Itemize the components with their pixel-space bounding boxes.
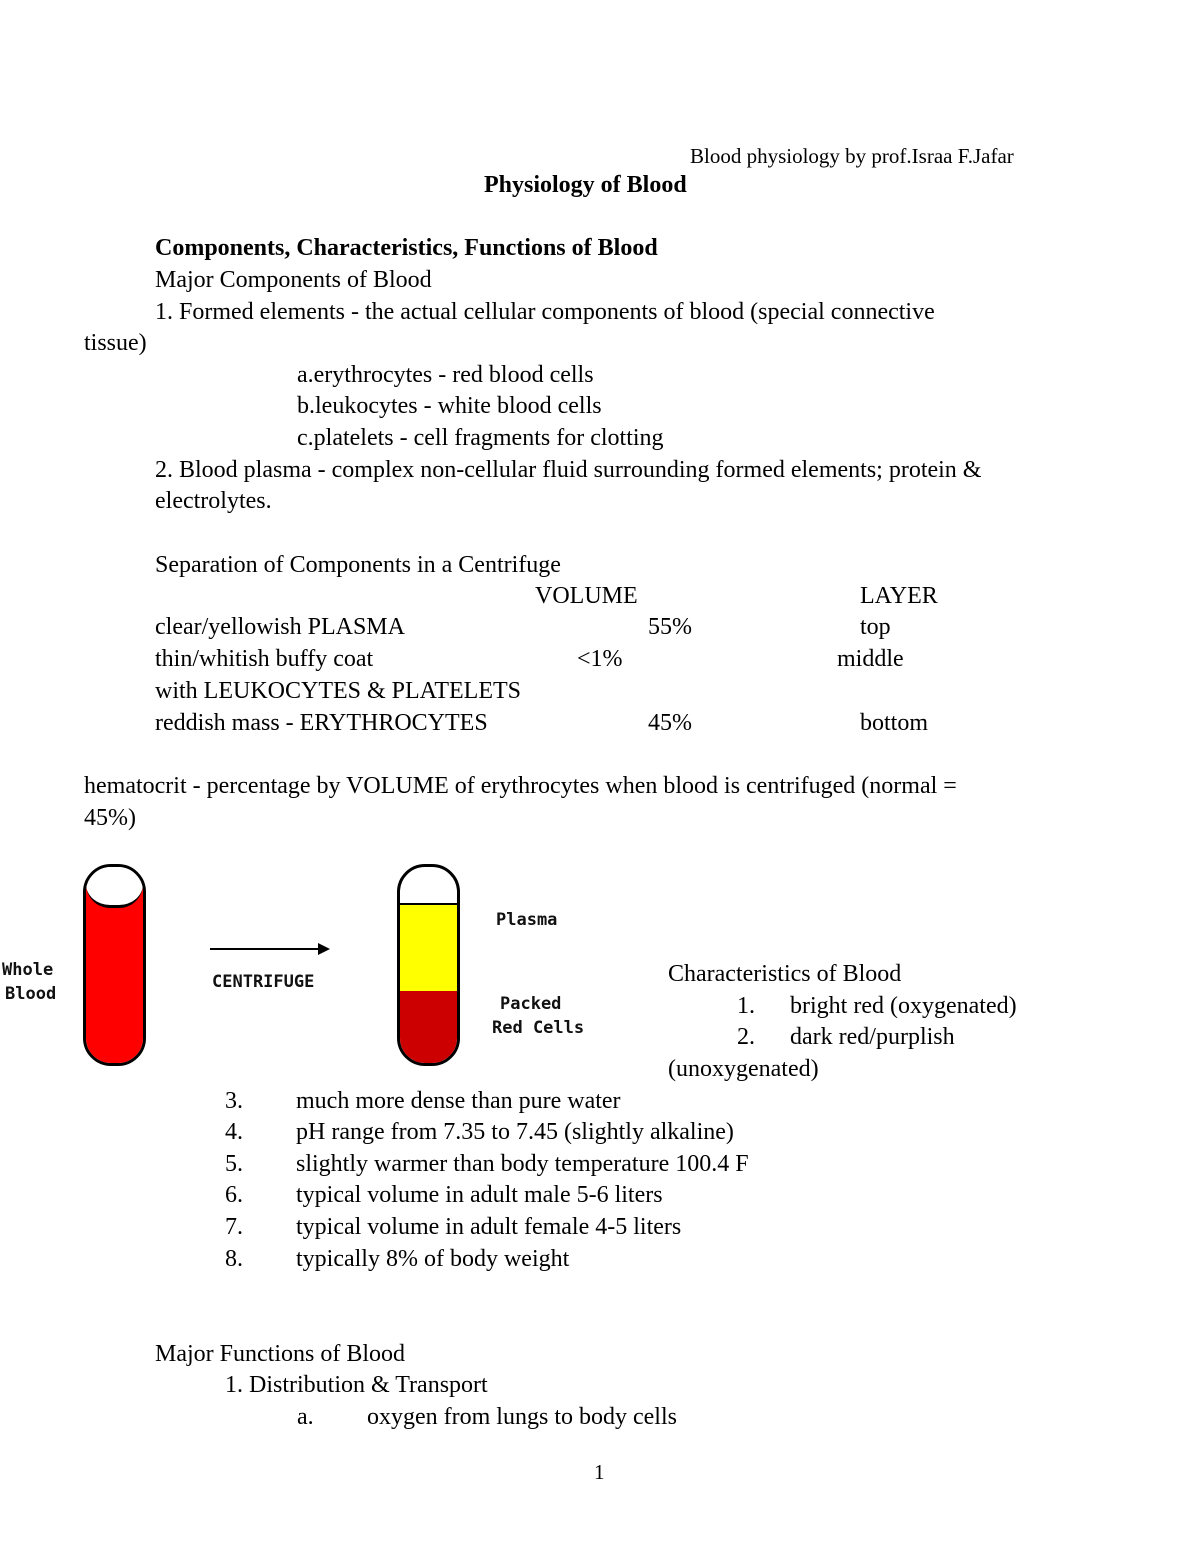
packed-cells-layer [400,991,457,1063]
characteristics-heading: Characteristics of Blood [668,961,902,987]
function-sub-a-number: a. [297,1404,314,1430]
list-item-cont: (unoxygenated) [668,1056,819,1082]
table-row-name: thin/whitish buffy coat [155,646,374,672]
list-item: typical volume in adult male 5-6 liters [296,1182,663,1208]
list-item-number: 1. [737,993,755,1019]
list-item-number: 2. [737,1024,755,1050]
component-item-1: 1. Formed elements - the actual cellular components of blood (special connective [155,299,935,325]
page-title: Physiology of Blood [484,172,687,198]
page-number: 1 [594,1460,605,1484]
table-row-volume: 45% [648,710,692,736]
table-row-name: reddish mass - ERYTHROCYTES [155,710,488,736]
plasma-layer [400,903,457,993]
packed-cells-label: Packed [500,994,562,1014]
whole-blood-label-2: Blood [5,984,57,1004]
list-item: dark red/purplish [790,1024,955,1050]
separated-tube [397,864,460,1066]
hematocrit-definition: hematocrit - percentage by VOLUME of erythrocytes when blood is centrifuged (normal = [84,773,957,799]
list-item-number: 4. [225,1119,243,1145]
arrow-icon [210,948,322,950]
table-row-volume: <1% [577,646,623,672]
whole-blood-tube [83,864,146,1066]
section-heading: Components, Characteristics, Functions of Blood [155,235,658,261]
list-item: much more dense than pure water [296,1088,621,1114]
component-sub-a: a.erythrocytes - red blood cells [297,362,594,388]
table-row-name: clear/yellowish PLASMA [155,614,405,640]
component-sub-c: c.platelets - cell fragments for clotting [297,425,664,451]
table-row-volume: 55% [648,614,692,640]
table-row-layer: middle [837,646,904,672]
running-head: Blood physiology by prof.Israa F.Jafar [690,144,1014,168]
list-item-number: 7. [225,1214,243,1240]
components-heading: Major Components of Blood [155,267,432,293]
list-item-number: 6. [225,1182,243,1208]
centrifuge-figure [0,862,585,1068]
arrow-head-icon [318,943,330,955]
component-item-1-cont: tissue) [84,330,147,356]
separation-heading: Separation of Components in a Centrifuge [155,552,561,578]
plasma-label: Plasma [496,910,558,930]
functions-heading: Major Functions of Blood [155,1341,405,1367]
packed-cells-label-2: Red Cells [492,1018,585,1038]
col-layer-header: LAYER [860,583,938,609]
hematocrit-definition-cont: 45%) [84,805,136,831]
list-item: bright red (oxygenated) [790,993,1017,1019]
table-row-layer: top [860,614,891,640]
list-item: pH range from 7.35 to 7.45 (slightly alkaline) [296,1119,734,1145]
whole-blood-label: Whole [2,960,54,980]
list-item-number: 3. [225,1088,243,1114]
list-item: slightly warmer than body temperature 100.4 F [296,1151,749,1177]
component-item-2-cont: electrolytes. [155,488,272,514]
list-item-number: 5. [225,1151,243,1177]
function-item-1: 1. Distribution & Transport [225,1372,488,1398]
component-sub-b: b.leukocytes - white blood cells [297,393,602,419]
list-item: typically 8% of body weight [296,1246,570,1272]
table-row-name: with LEUKOCYTES & PLATELETS [155,678,521,704]
function-sub-a: oxygen from lungs to body cells [367,1404,677,1430]
whole-blood-fill [86,887,143,1063]
list-item: typical volume in adult female 4-5 liters [296,1214,682,1240]
col-volume-header: VOLUME [535,583,638,609]
table-row-layer: bottom [860,710,929,736]
centrifuge-label: CENTRIFUGE [212,972,315,992]
component-item-2: 2. Blood plasma - complex non-cellular fluid surrounding formed elements; protein & [155,457,982,483]
list-item-number: 8. [225,1246,243,1272]
